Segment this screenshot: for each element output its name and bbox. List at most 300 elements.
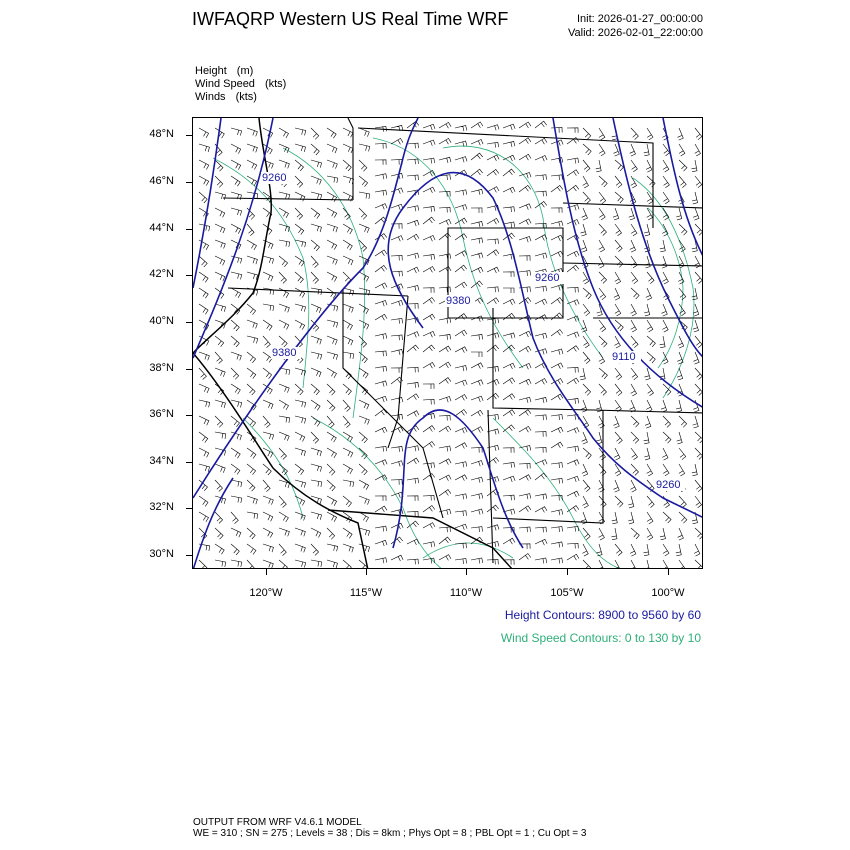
- wind-barb: [679, 448, 686, 460]
- lat-tick: [186, 135, 192, 136]
- wind-barb: [439, 254, 451, 259]
- wind-barb: [645, 256, 651, 268]
- wind-barb: [695, 448, 703, 459]
- wind-barb: [663, 432, 671, 443]
- wind-barb: [503, 187, 515, 193]
- wind-barb: [215, 480, 223, 492]
- border-az-nm: [488, 410, 493, 563]
- wind-barb: [279, 288, 289, 298]
- wind-barb: [391, 537, 403, 544]
- wind-barb: [391, 335, 402, 340]
- wind-barb: [551, 427, 563, 433]
- wind-barb: [215, 544, 224, 554]
- wind-barb: [455, 524, 467, 530]
- wind-barb: [343, 160, 351, 171]
- wind-barb: [631, 160, 637, 172]
- wind-barb: [311, 560, 322, 567]
- wind-barb: [455, 126, 467, 132]
- wind-barb: [327, 560, 338, 568]
- wind-barb: [695, 144, 701, 156]
- wind-barb: [231, 512, 238, 524]
- wind-barb: [391, 349, 403, 355]
- wind-barb: [487, 525, 499, 531]
- wind-barb: [263, 480, 270, 492]
- wind-barb: [407, 332, 419, 338]
- wind-barb: [343, 128, 353, 137]
- wind-barb: [423, 217, 435, 224]
- wind-barb: [679, 512, 687, 523]
- wind-barb: [423, 362, 435, 368]
- wind-barb: [455, 190, 467, 196]
- height-contour: [193, 478, 233, 569]
- wind-barb: [439, 490, 451, 496]
- wind-barb: [391, 300, 403, 306]
- wind-barb: [631, 320, 637, 332]
- wind-barb: [231, 496, 242, 503]
- wind-barb: [519, 426, 531, 432]
- wind-barb: [551, 251, 563, 257]
- wind-barb: [503, 288, 514, 293]
- wind-barb: [311, 464, 322, 472]
- wind-barb: [519, 185, 531, 192]
- wind-barb: [295, 304, 306, 312]
- wind-barb: [407, 345, 419, 352]
- wind-barb: [535, 235, 547, 241]
- wind-barb: [343, 176, 354, 184]
- field-wind-speed: [195, 78, 286, 90]
- wind-barb: [615, 272, 621, 284]
- wind-barb: [279, 336, 287, 347]
- wind-barb: [439, 207, 450, 212]
- wind-barb: [439, 287, 450, 292]
- wind-barb: [663, 272, 669, 284]
- wind-barb: [359, 160, 367, 171]
- wind-barb: [644, 304, 650, 316]
- wind-barb: [231, 208, 242, 216]
- border-mexico: [328, 510, 513, 569]
- wind-barb: [359, 128, 369, 137]
- wind-barb: [662, 448, 668, 460]
- wind-barb: [215, 272, 225, 281]
- wind-barb: [247, 560, 254, 569]
- wind-barb: [311, 432, 319, 443]
- wind-barb: [311, 256, 318, 268]
- contour-label: 9110: [612, 351, 636, 363]
- wind-barb: [646, 400, 652, 412]
- wind-barb: [359, 480, 369, 490]
- wind-barb: [503, 363, 515, 369]
- wind-barb: [215, 304, 226, 312]
- wind-barb: [375, 250, 387, 256]
- wind-barb: [359, 432, 367, 443]
- wind-barb: [407, 496, 418, 501]
- wind-barb: [247, 304, 256, 315]
- wind-barb: [359, 224, 369, 233]
- wind-barb: [231, 160, 241, 170]
- wind-barb: [375, 366, 387, 372]
- wind-barb: [471, 208, 482, 213]
- wind-barb: [215, 160, 223, 171]
- wind-barb: [503, 448, 514, 453]
- wind-barb: [471, 363, 483, 369]
- wind-barb: [695, 176, 702, 188]
- wind-barb: [439, 122, 451, 128]
- wind-barb: [439, 426, 451, 432]
- wind-barb: [583, 560, 591, 569]
- wind-barb: [247, 384, 255, 395]
- wind-barb: [503, 425, 515, 432]
- wind-barb: [375, 334, 387, 340]
- wind-barb: [646, 288, 652, 300]
- coastline: [193, 118, 271, 353]
- wind-barb: [630, 480, 636, 492]
- wind-barb: [423, 206, 435, 211]
- wind-barb: [695, 384, 703, 396]
- wind-barb: [647, 128, 653, 140]
- wind-barb: [567, 506, 579, 512]
- wind-barb: [343, 144, 353, 153]
- wind-barb: [551, 208, 562, 213]
- wind-barb: [487, 505, 499, 512]
- wind-barb: [663, 560, 669, 569]
- wind-barb: [263, 352, 272, 362]
- lon-tick: [567, 569, 568, 575]
- wind-barb: [628, 512, 634, 524]
- wind-barb: [599, 128, 605, 140]
- wind-barb: [612, 512, 618, 524]
- wind-barb: [519, 463, 530, 468]
- wind-barb: [455, 475, 467, 481]
- wind-barb: [311, 384, 319, 395]
- wind-barb: [295, 416, 306, 424]
- wind-barb: [455, 347, 467, 353]
- wind-barb: [644, 432, 650, 444]
- wind-barb: [311, 224, 322, 232]
- wind-barb: [535, 507, 547, 513]
- wind-barb: [503, 378, 515, 384]
- lat-label: 40°N: [149, 315, 174, 327]
- wind-barb: [343, 256, 353, 265]
- wind-barb: [439, 334, 451, 339]
- wind-barb: [311, 352, 322, 360]
- wind-barb: [327, 480, 335, 491]
- init-time: Init: 2026-01-27_00:00:00: [577, 13, 703, 25]
- wind-barb: [615, 432, 622, 444]
- wind-barb: [599, 224, 607, 236]
- wind-barb: [582, 464, 588, 476]
- wind-barb: [439, 397, 451, 403]
- wind-barb: [391, 427, 403, 433]
- contour-label: 9260: [656, 479, 681, 491]
- wind-barb: [375, 160, 386, 165]
- wind-barb: [519, 379, 531, 385]
- wind-barb: [519, 122, 531, 128]
- wind-barb: [439, 233, 451, 240]
- wind-barb: [519, 346, 531, 352]
- wind-barb: [439, 475, 451, 481]
- wind-barb: [311, 272, 319, 284]
- wind-barb: [199, 416, 209, 425]
- wind-barb: [311, 400, 320, 410]
- field-name: Winds: [195, 91, 226, 103]
- lat-label: 32°N: [149, 501, 174, 513]
- wind-barb: [551, 175, 563, 180]
- wind-barb: [679, 416, 687, 427]
- wind-barb: [247, 320, 257, 329]
- wind-barb: [471, 448, 482, 453]
- wind-barb: [612, 528, 618, 540]
- wind-barb: [567, 287, 578, 292]
- wind-barb: [503, 313, 515, 320]
- wind-barb: [279, 384, 289, 393]
- wind-barb: [343, 352, 354, 359]
- wind-barb: [615, 368, 622, 380]
- lat-tick: [186, 322, 192, 323]
- wind-barb: [645, 368, 651, 380]
- wind-barb: [551, 298, 563, 305]
- wind-barb: [359, 496, 369, 505]
- wind-barb: [295, 432, 305, 442]
- wind-barb: [535, 286, 547, 291]
- wind-barb: [679, 240, 685, 252]
- wind-barb: [647, 352, 655, 363]
- wind-barb: [551, 235, 563, 241]
- wind-barb: [647, 176, 655, 187]
- field-unit: (kts): [264, 78, 287, 90]
- wind-barb: [567, 332, 579, 338]
- wind-barb: [661, 256, 667, 268]
- wind-barb: [583, 128, 591, 139]
- wind-barb: [567, 378, 579, 384]
- wind-contours-legend: Wind Speed Contours: 0 to 130 by 10: [500, 631, 701, 645]
- wind-barb: [455, 330, 467, 336]
- wind-barb: [535, 175, 547, 180]
- wind-barb: [644, 144, 650, 156]
- wind-barb: [263, 416, 270, 428]
- wind-barb: [599, 528, 605, 540]
- wind-barb: [676, 544, 682, 556]
- wind-barb: [327, 448, 337, 458]
- wind-barb: [663, 464, 669, 476]
- lon-label: 105°W: [550, 587, 584, 599]
- wind-barb: [660, 528, 666, 540]
- wind-barb: [455, 494, 467, 500]
- wind-barb: [215, 368, 225, 377]
- wind-barb: [535, 379, 547, 385]
- wind-barb: [375, 526, 387, 531]
- wind-barb: [695, 480, 702, 492]
- wind-barb: [263, 496, 273, 505]
- wind-barb: [327, 128, 336, 138]
- wind-barb: [567, 170, 579, 176]
- wind-barb: [391, 188, 403, 194]
- wind-barb: [199, 288, 208, 298]
- wind-barb: [615, 192, 623, 203]
- lon-label: 120°W: [249, 587, 283, 599]
- wind-barb: [455, 410, 467, 417]
- wind-barb: [503, 272, 514, 277]
- wind-barb: [551, 510, 563, 516]
- wind-barb: [311, 512, 322, 520]
- wind-barb: [199, 560, 207, 569]
- wind-barb: [263, 304, 274, 311]
- wind-barb: [327, 464, 335, 475]
- wind-barb: [439, 555, 451, 561]
- wind-barb: [631, 384, 637, 396]
- wind-barb: [327, 208, 337, 218]
- wind-barb: [631, 128, 638, 140]
- wind-barb: [647, 512, 653, 524]
- wind-barb: [471, 396, 483, 402]
- wind-barb: [631, 256, 637, 268]
- wind-barb: [423, 314, 435, 320]
- wind-barb: [375, 301, 387, 307]
- field-name: Wind Speed: [195, 78, 255, 90]
- wind-barb: [215, 400, 226, 408]
- wind-barb: [471, 267, 483, 273]
- wind-barb: [662, 320, 668, 332]
- lat-label: 46°N: [149, 175, 174, 187]
- wind-barb: [582, 432, 588, 444]
- wind-barb: [471, 427, 483, 433]
- wind-barb: [647, 528, 653, 540]
- wind-barb: [199, 448, 209, 457]
- wind-barb: [692, 192, 698, 204]
- wind-barb: [295, 464, 304, 475]
- wind-barb: [535, 494, 547, 500]
- wind-barb: [583, 384, 591, 395]
- wind-barb: [631, 336, 638, 348]
- wind-barb: [615, 544, 622, 556]
- wind-barb: [423, 236, 435, 242]
- wind-barb: [599, 272, 607, 283]
- wind-barb: [614, 480, 620, 492]
- wind-barb: [631, 416, 639, 427]
- wind-barb: [471, 153, 483, 160]
- wind-barb: [279, 320, 289, 330]
- wind-barb: [471, 140, 483, 146]
- wind-barb: [407, 458, 419, 464]
- wind-barb: [551, 478, 563, 483]
- wind-barb: [455, 395, 467, 401]
- wind-barb: [375, 427, 387, 433]
- wind-barb: [519, 154, 531, 160]
- wind-barb: [215, 336, 224, 347]
- wind-barb: [311, 176, 321, 185]
- wind-barb: [391, 204, 403, 210]
- wind-barb: [630, 544, 636, 556]
- wind-barb: [679, 224, 687, 235]
- wind-barb: [263, 464, 271, 475]
- lat-tick: [186, 369, 192, 370]
- wind-barb: [295, 544, 305, 552]
- wind-barb: [279, 256, 288, 267]
- wind-barb: [519, 506, 531, 512]
- wind-barb: [487, 298, 499, 304]
- wind-barb: [677, 432, 683, 444]
- wind-barb: [471, 316, 483, 322]
- wind-barb: [663, 416, 671, 427]
- wind-barb: [535, 558, 547, 564]
- wind-barb: [327, 384, 335, 395]
- wind-barb: [583, 352, 590, 364]
- wind-barb: [247, 416, 256, 427]
- wind-barb: [295, 448, 306, 456]
- wind-barb: [423, 345, 435, 352]
- wind-barb: [439, 267, 451, 273]
- wind-barb: [567, 128, 578, 133]
- wind-barb: [407, 253, 419, 259]
- wind-barb: [423, 267, 435, 273]
- wind-barb: [599, 512, 605, 524]
- wind-barb: [631, 176, 637, 188]
- wind-barb: [695, 432, 703, 443]
- wind-barb: [407, 559, 418, 564]
- wind-barb: [263, 320, 272, 330]
- wind-barb: [519, 554, 531, 561]
- wind-barb: [678, 528, 684, 540]
- wind-barb: [247, 192, 258, 199]
- wind-barb: [615, 176, 622, 188]
- wind-barb: [599, 336, 607, 347]
- field-unit: (kts): [235, 91, 257, 103]
- wind-barb: [599, 384, 607, 395]
- wind-barb: [646, 160, 652, 172]
- wind-barb: [375, 540, 387, 546]
- wind-barb: [631, 272, 638, 284]
- wind-barb: [279, 560, 287, 569]
- wind-barb: [567, 526, 579, 531]
- wind-barb: [455, 234, 467, 240]
- wind-barb: [311, 448, 322, 456]
- wind-barb: [343, 400, 350, 412]
- lat-tick: [186, 275, 192, 276]
- wind-barb: [279, 416, 290, 423]
- wind-barb: [678, 128, 684, 140]
- wind-barb: [391, 555, 403, 561]
- wind-barb: [439, 219, 451, 225]
- wind-barb: [295, 336, 303, 348]
- wind-barb: [199, 144, 210, 152]
- wind-barb: [615, 240, 622, 252]
- wind-barb: [695, 560, 703, 569]
- wind-barb: [487, 155, 499, 161]
- wind-barb: [407, 267, 419, 273]
- wind-barb: [423, 426, 435, 432]
- model-info: OUTPUT FROM WRF V4.6.1 MODEL: [193, 817, 362, 828]
- height-contour: [613, 118, 703, 358]
- wind-barb: [199, 192, 207, 203]
- wind-barb: [693, 416, 699, 428]
- wind-barb: [279, 272, 287, 283]
- wind-barb: [327, 144, 337, 153]
- wind-barb: [215, 224, 225, 233]
- height-contours-legend: Height Contours: 8900 to 9560 by 60: [504, 608, 701, 622]
- contour-label: 9260: [262, 172, 287, 184]
- wind-barb: [487, 458, 499, 465]
- wind-barb: [647, 384, 654, 396]
- wind-barb: [677, 368, 683, 380]
- wind-barb: [199, 272, 208, 282]
- wind-barb: [199, 304, 208, 314]
- wind-barb: [535, 121, 547, 128]
- wind-barb: [439, 459, 451, 465]
- wind-barb: [215, 192, 226, 200]
- wind-barb: [215, 464, 225, 473]
- wind-barb: [630, 144, 636, 156]
- wind-barb: [583, 160, 590, 172]
- wind-barb: [631, 448, 638, 460]
